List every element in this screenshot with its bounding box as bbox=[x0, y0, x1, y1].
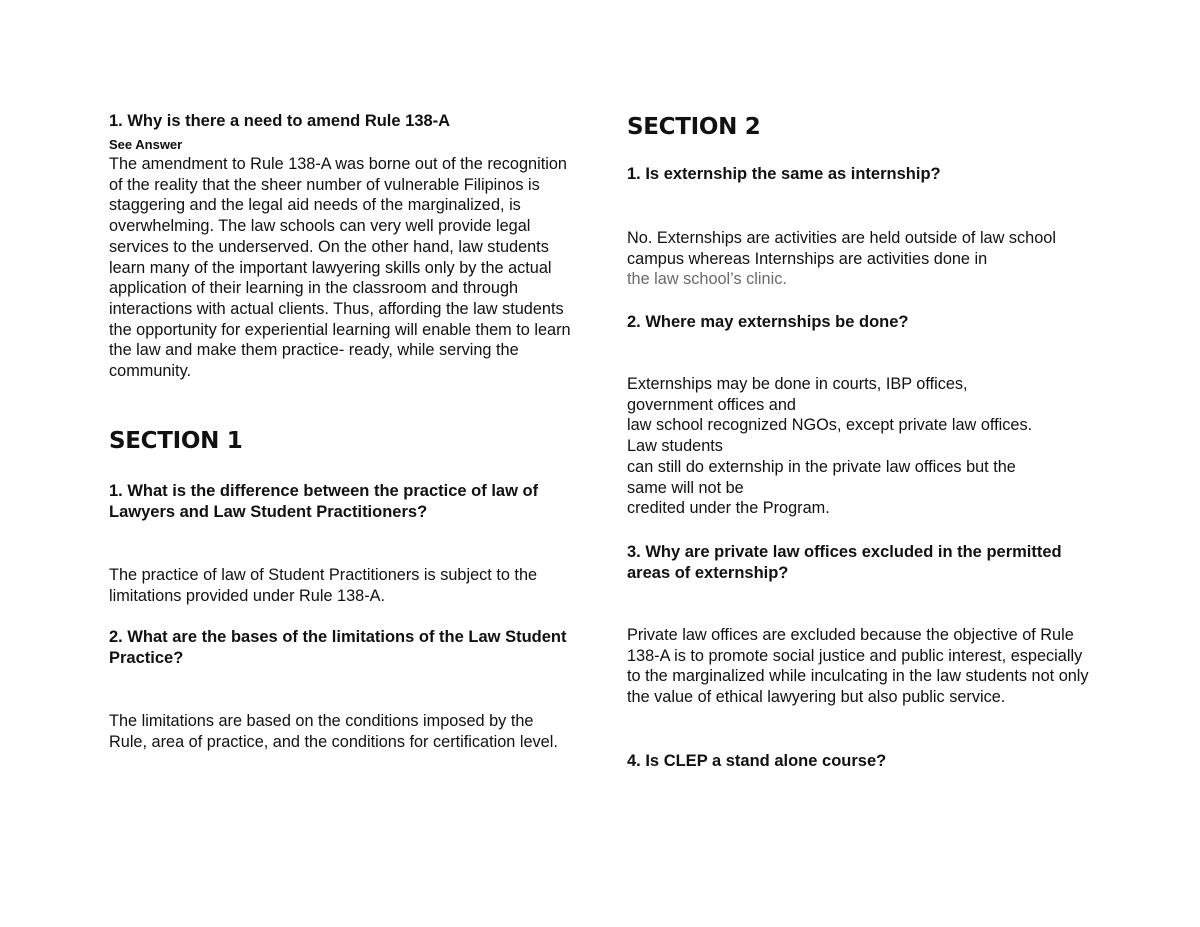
answer-line: Externships may be done in courts, IBP offices, bbox=[627, 375, 968, 393]
see-answer-link[interactable]: See Answer bbox=[109, 137, 183, 152]
answer-line: can still do externship in the private law offices but the bbox=[627, 457, 1016, 476]
section-1-title: SECTION 1 bbox=[109, 428, 243, 454]
section1-answer-2: The limitations are based on the conditions imposed by the Rule, area of practice, and the conditions for certification level. bbox=[109, 712, 558, 751]
section2-answer-2 bbox=[627, 374, 1097, 519]
section-2-title: SECTION 2 bbox=[627, 114, 761, 140]
answer-line: Law students bbox=[627, 437, 723, 456]
answer-line: government offices and bbox=[627, 395, 796, 414]
section2-answer-1 bbox=[627, 228, 1097, 290]
answer-line: credited under the Program. bbox=[627, 499, 830, 518]
section1-question-2: 2. What are the bases of the limitations of the Law Student Practice? bbox=[109, 628, 567, 667]
intro-question: 1. Why is there a need to amend Rule 138-A bbox=[109, 112, 451, 130]
intro-answer: The amendment to Rule 138-A was borne out of the recognition of the reality that the sheer number of vulnerable Filipinos is staggering and the legal aid needs of the marginalized, is overwhelming. The law schools can very well provide legal services to the underserved. On the other hand, law students learn many of the important lawyering skills only by the actual application of their learning in the classroom and through interactions with actual clients. Thus, affording the law students the opportunity for experiential learning will enable them to learn the law and make them practice- ready, while serving the community. bbox=[109, 155, 571, 381]
section1-answer-1: The practice of law of Student Practitioners is subject to the limitations provided under Rule 138-A. bbox=[109, 566, 538, 605]
answer-line: law school recognized NGOs, except private law offices. bbox=[627, 416, 1033, 435]
section2-question-1: 1. Is externship the same as internship? bbox=[627, 165, 941, 183]
section1-question-1: 1. What is the difference between the practice of law of Lawyers and Law Student Practitioners? bbox=[109, 482, 539, 521]
section2-answer-3: Private law offices are excluded because the objective of Rule 138-A is to promote social justice and public interest, especially to the marginalized while inculcating in the law students not only the value of ethical lawyering but also public service. bbox=[627, 626, 1089, 707]
answer-line: same will not be bbox=[627, 478, 744, 497]
section2-question-3: 3. Why are private law offices excluded in the permitted areas of externship? bbox=[627, 543, 1062, 582]
section2-question-4: 4. Is CLEP a stand alone course? bbox=[627, 752, 887, 770]
section2-question-2: 2. Where may externships be done? bbox=[627, 313, 909, 331]
section2-answer-1-tail: the law school’s clinic. bbox=[627, 270, 787, 289]
section2-answer-1-main: No. Externships are activities are held outside of law school campus whereas Internships are activities done in bbox=[627, 229, 1056, 268]
